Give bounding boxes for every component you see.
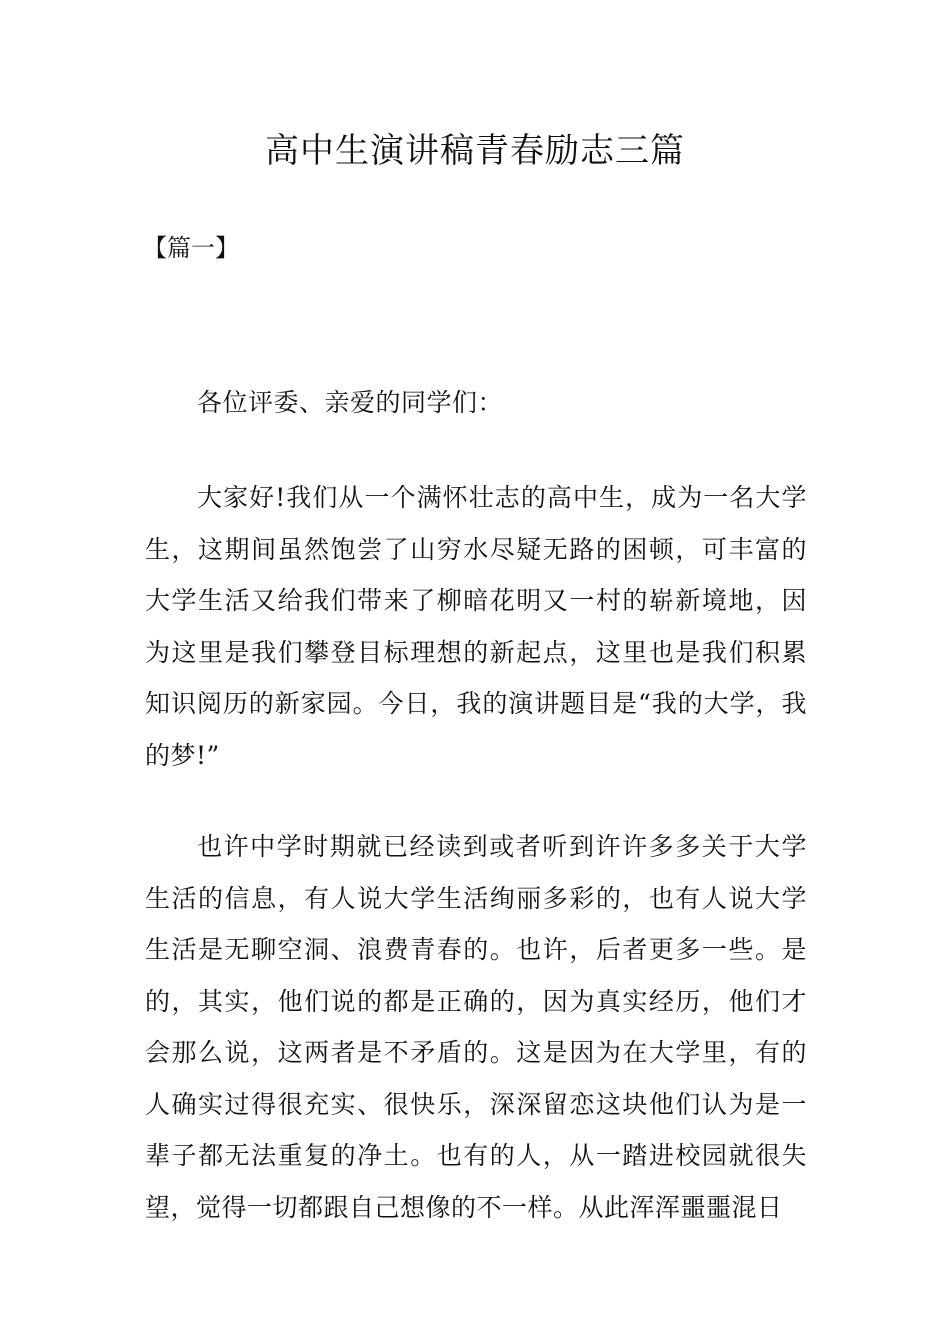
paragraph-college-life: 也许中学时期就已经读到或者听到许许多多关于大学生活的信息，有人说大学生活绚丽多彩的，也有人说大学生活是无聊空洞、浪费青春的。也许，后者更多一些。是的，其实，他们说的都是正确的，因为真实经历，他们才会那么说，这两者是不矛盾的。这是因为在大学里，有的人确实过得很充实、很快乐，深深留恋这块他们认为是一辈子都无法重复的净土。也有的人，从一踏进校园就很失望，觉得一切都跟自己想像的不一样。从此浑浑噩噩混日 [145,832,807,1222]
document-title: 高中生演讲稿青春励志三篇 [265,131,685,171]
paragraph-intro: 大家好!我们从一个满怀壮志的高中生，成为一名大学生，这期间虽然饱尝了山穷水尽疑无路的困顿，可丰富的大学生活又给我们带来了柳暗花明又一村的崭新境地，因为这里是我们攀登目标理想的新起点，这里也是我们积累知识阅历的新家园。今日，我的演讲题目是“我的大学，我的梦!” [145,483,807,770]
paragraph-greeting: 各位评委、亲爱的同学们： [197,388,504,417]
section-label: 【篇一】 [143,234,239,262]
